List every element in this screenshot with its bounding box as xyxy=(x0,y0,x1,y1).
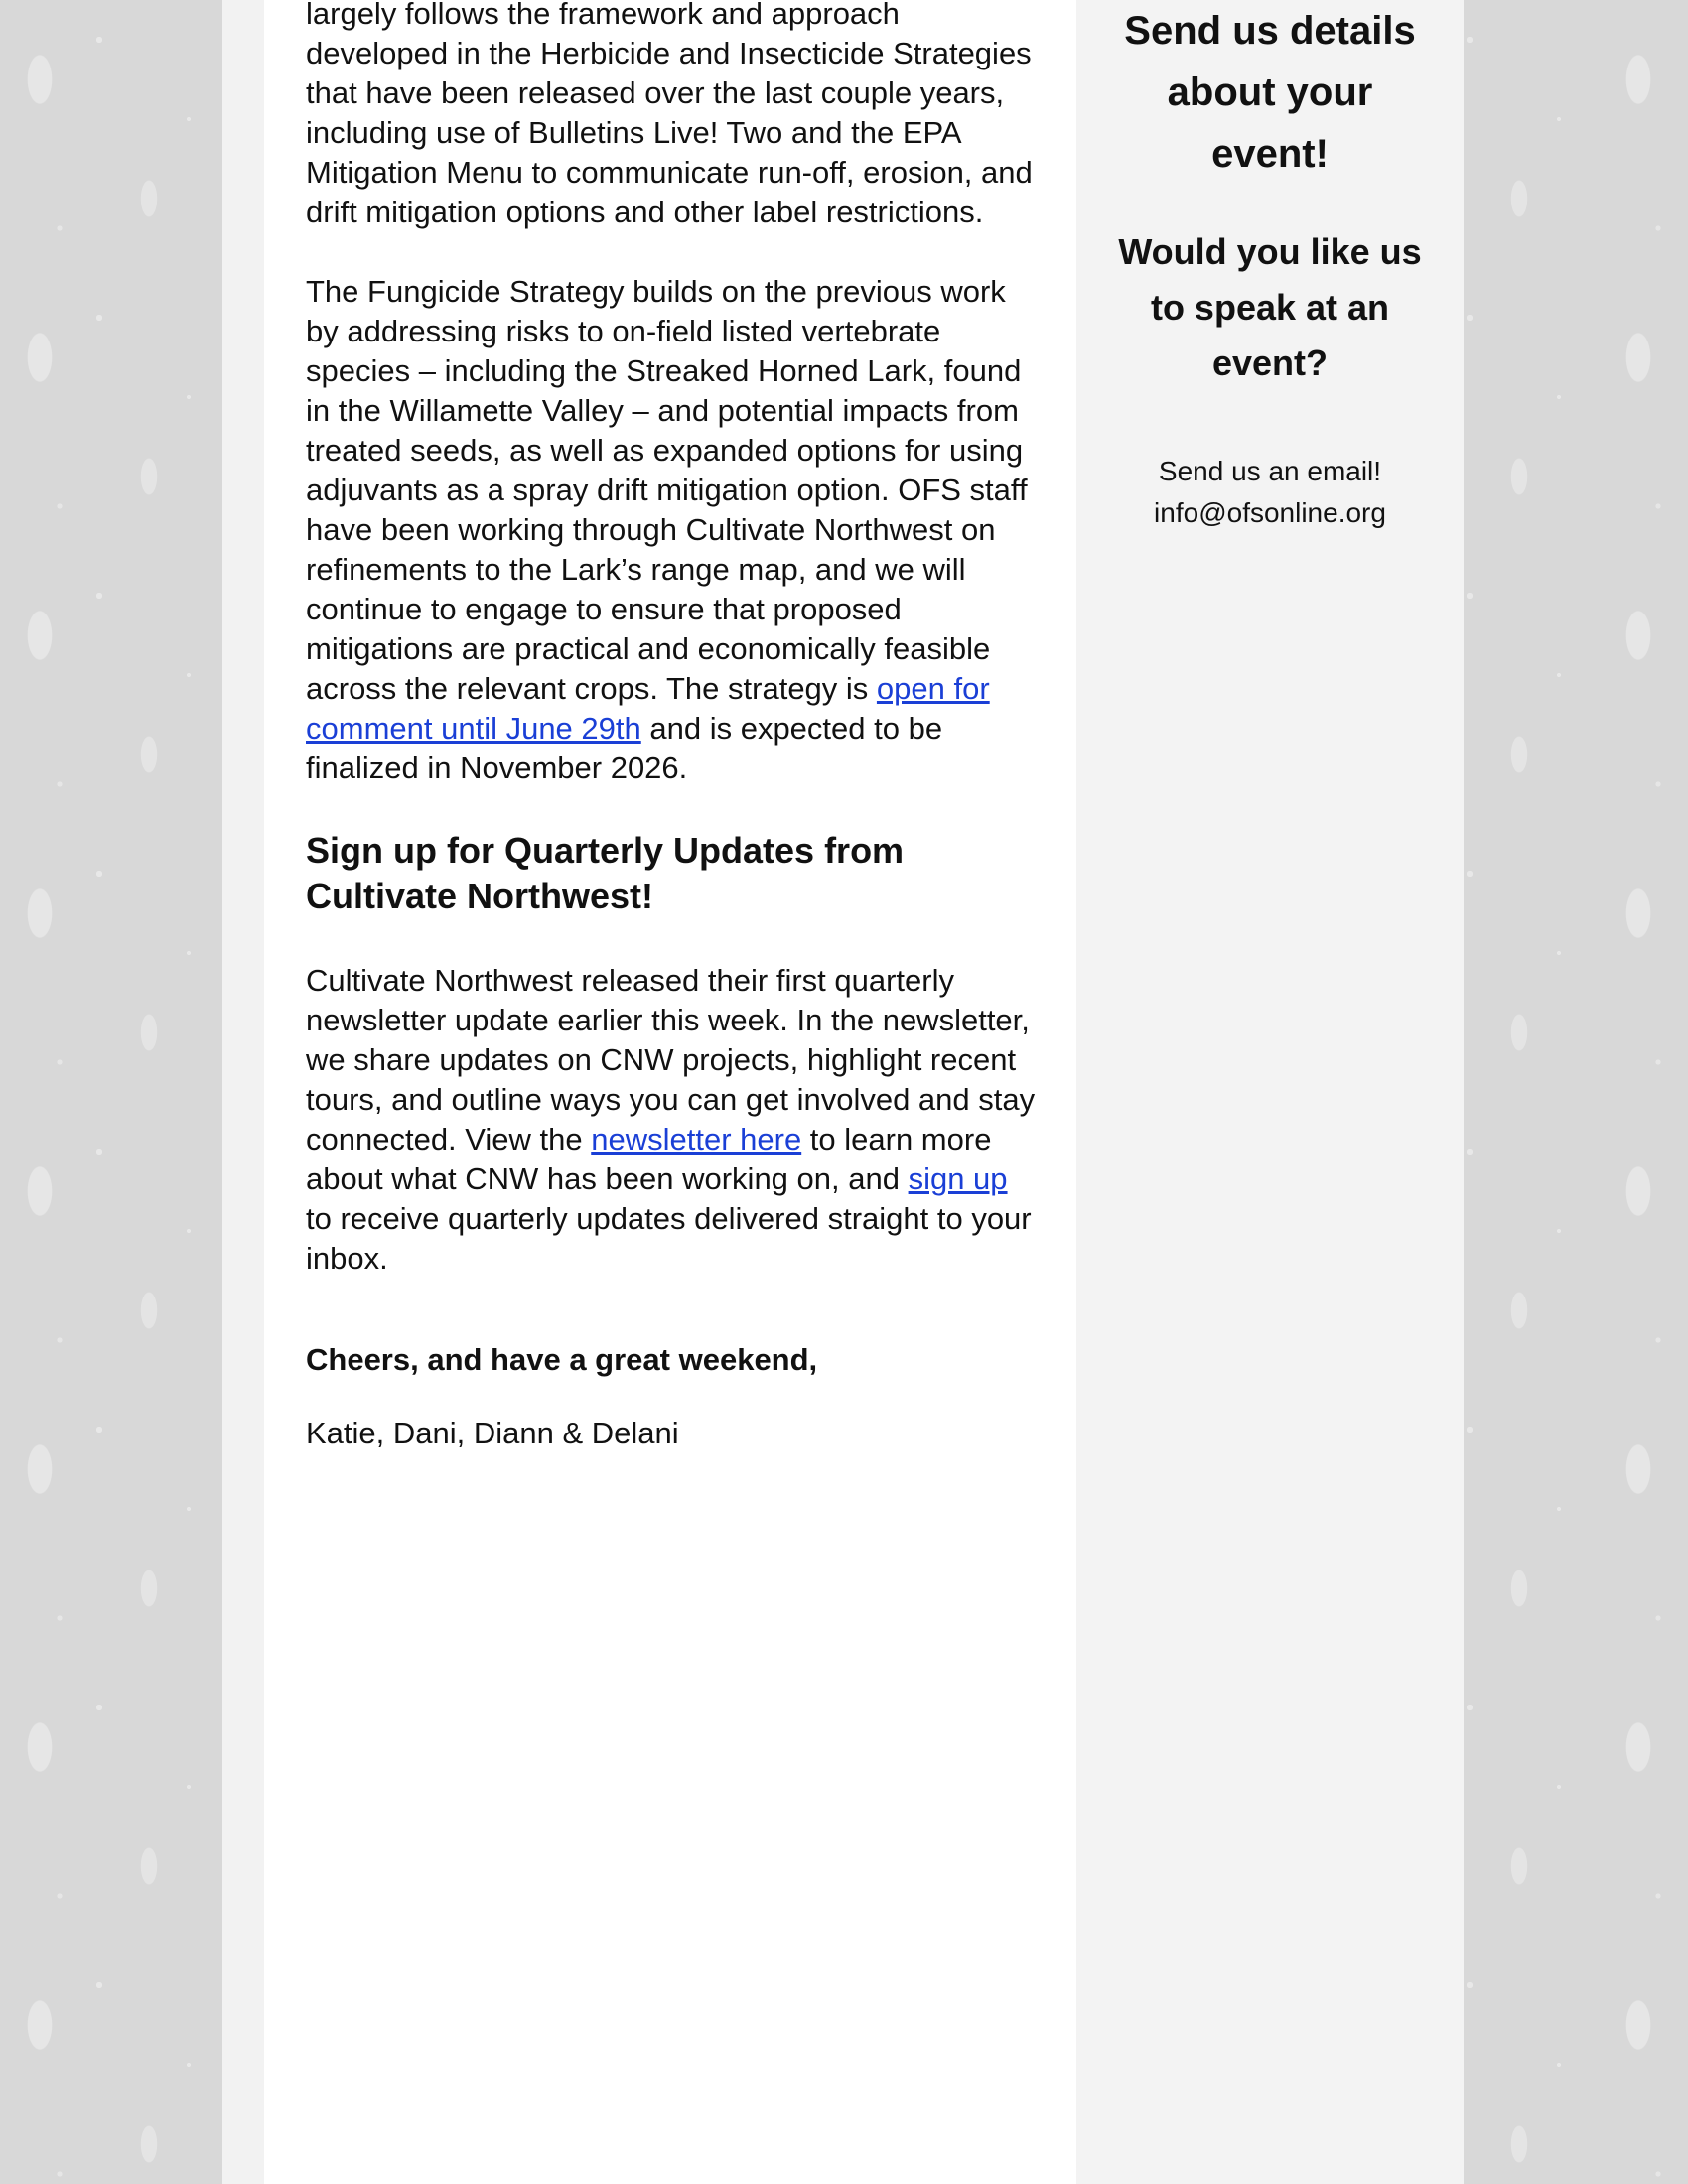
paragraph-text: The Fungicide Strategy builds on the previous work by addressing risks to on-field listed vertebrate species – including the Streaked Horned Lark, found in the Willamette Valley – and potential impacts from treated seeds, as well as expanded options for using adjuvants as a spray drift mitigation option. OFS staff have been working through Cultivate Northwest on refinements to the Lark’s range map, and we will continue to engage to ensure that proposed mitigations are practical and economically feasible across the relevant crops. The strategy is xyxy=(306,274,1028,706)
paragraph-text: and is expected to be finalized in November 2026. xyxy=(306,711,943,785)
newsletter-main-column xyxy=(264,0,1076,2184)
signature: Katie, Dani, Diann & Delani xyxy=(306,1416,679,1450)
paragraph-text: to receive quarterly updates delivered straight to your inbox. xyxy=(306,1201,1032,1276)
comment-period-link[interactable]: open for comment until June 29th xyxy=(306,671,990,746)
signoff: Cheers, and have a great weekend, xyxy=(306,1342,818,1377)
sidebar-email[interactable]: info@ofsonline.org xyxy=(1154,497,1386,528)
sign-up-link[interactable]: sign up xyxy=(908,1161,1008,1196)
section-heading-quarterly-updates: Sign up for Quarterly Updates from Cultivate Northwest! xyxy=(306,830,905,916)
paragraph-cnw-newsletter xyxy=(306,961,1041,1279)
paragraph-strategy-framework: largely follows the framework and approach developed in the Herbicide and Insecticide Strategies that have been released over the last couple years, including use of Bulletins Live! Two and the EPA Mitigation Menu to communicate run-off, erosion, and drift mitigation options and other label restrictions. xyxy=(306,0,1033,229)
article-body xyxy=(306,0,1041,1453)
sidebar-email-label: Send us an email! xyxy=(1158,456,1382,486)
sidebar-heading: Send us details about your event! xyxy=(1124,9,1416,176)
paragraph-text: to learn more about what CNW has been working on, and xyxy=(306,1122,992,1196)
paragraph-text: Cultivate Northwest released their first quarterly newsletter update earlier this week. In the newsletter, we share updates on CNW projects, highlight recent tours, and outline ways you can get involved and stay connected. View the xyxy=(306,963,1036,1157)
paragraph-fungicide-strategy xyxy=(306,272,1041,788)
sidebar-content xyxy=(1116,0,1424,534)
newsletter-link[interactable]: newsletter here xyxy=(591,1122,802,1157)
sidebar-column xyxy=(1076,0,1464,2184)
sidebar-question: Would you like us to speak at an event? xyxy=(1118,231,1422,383)
